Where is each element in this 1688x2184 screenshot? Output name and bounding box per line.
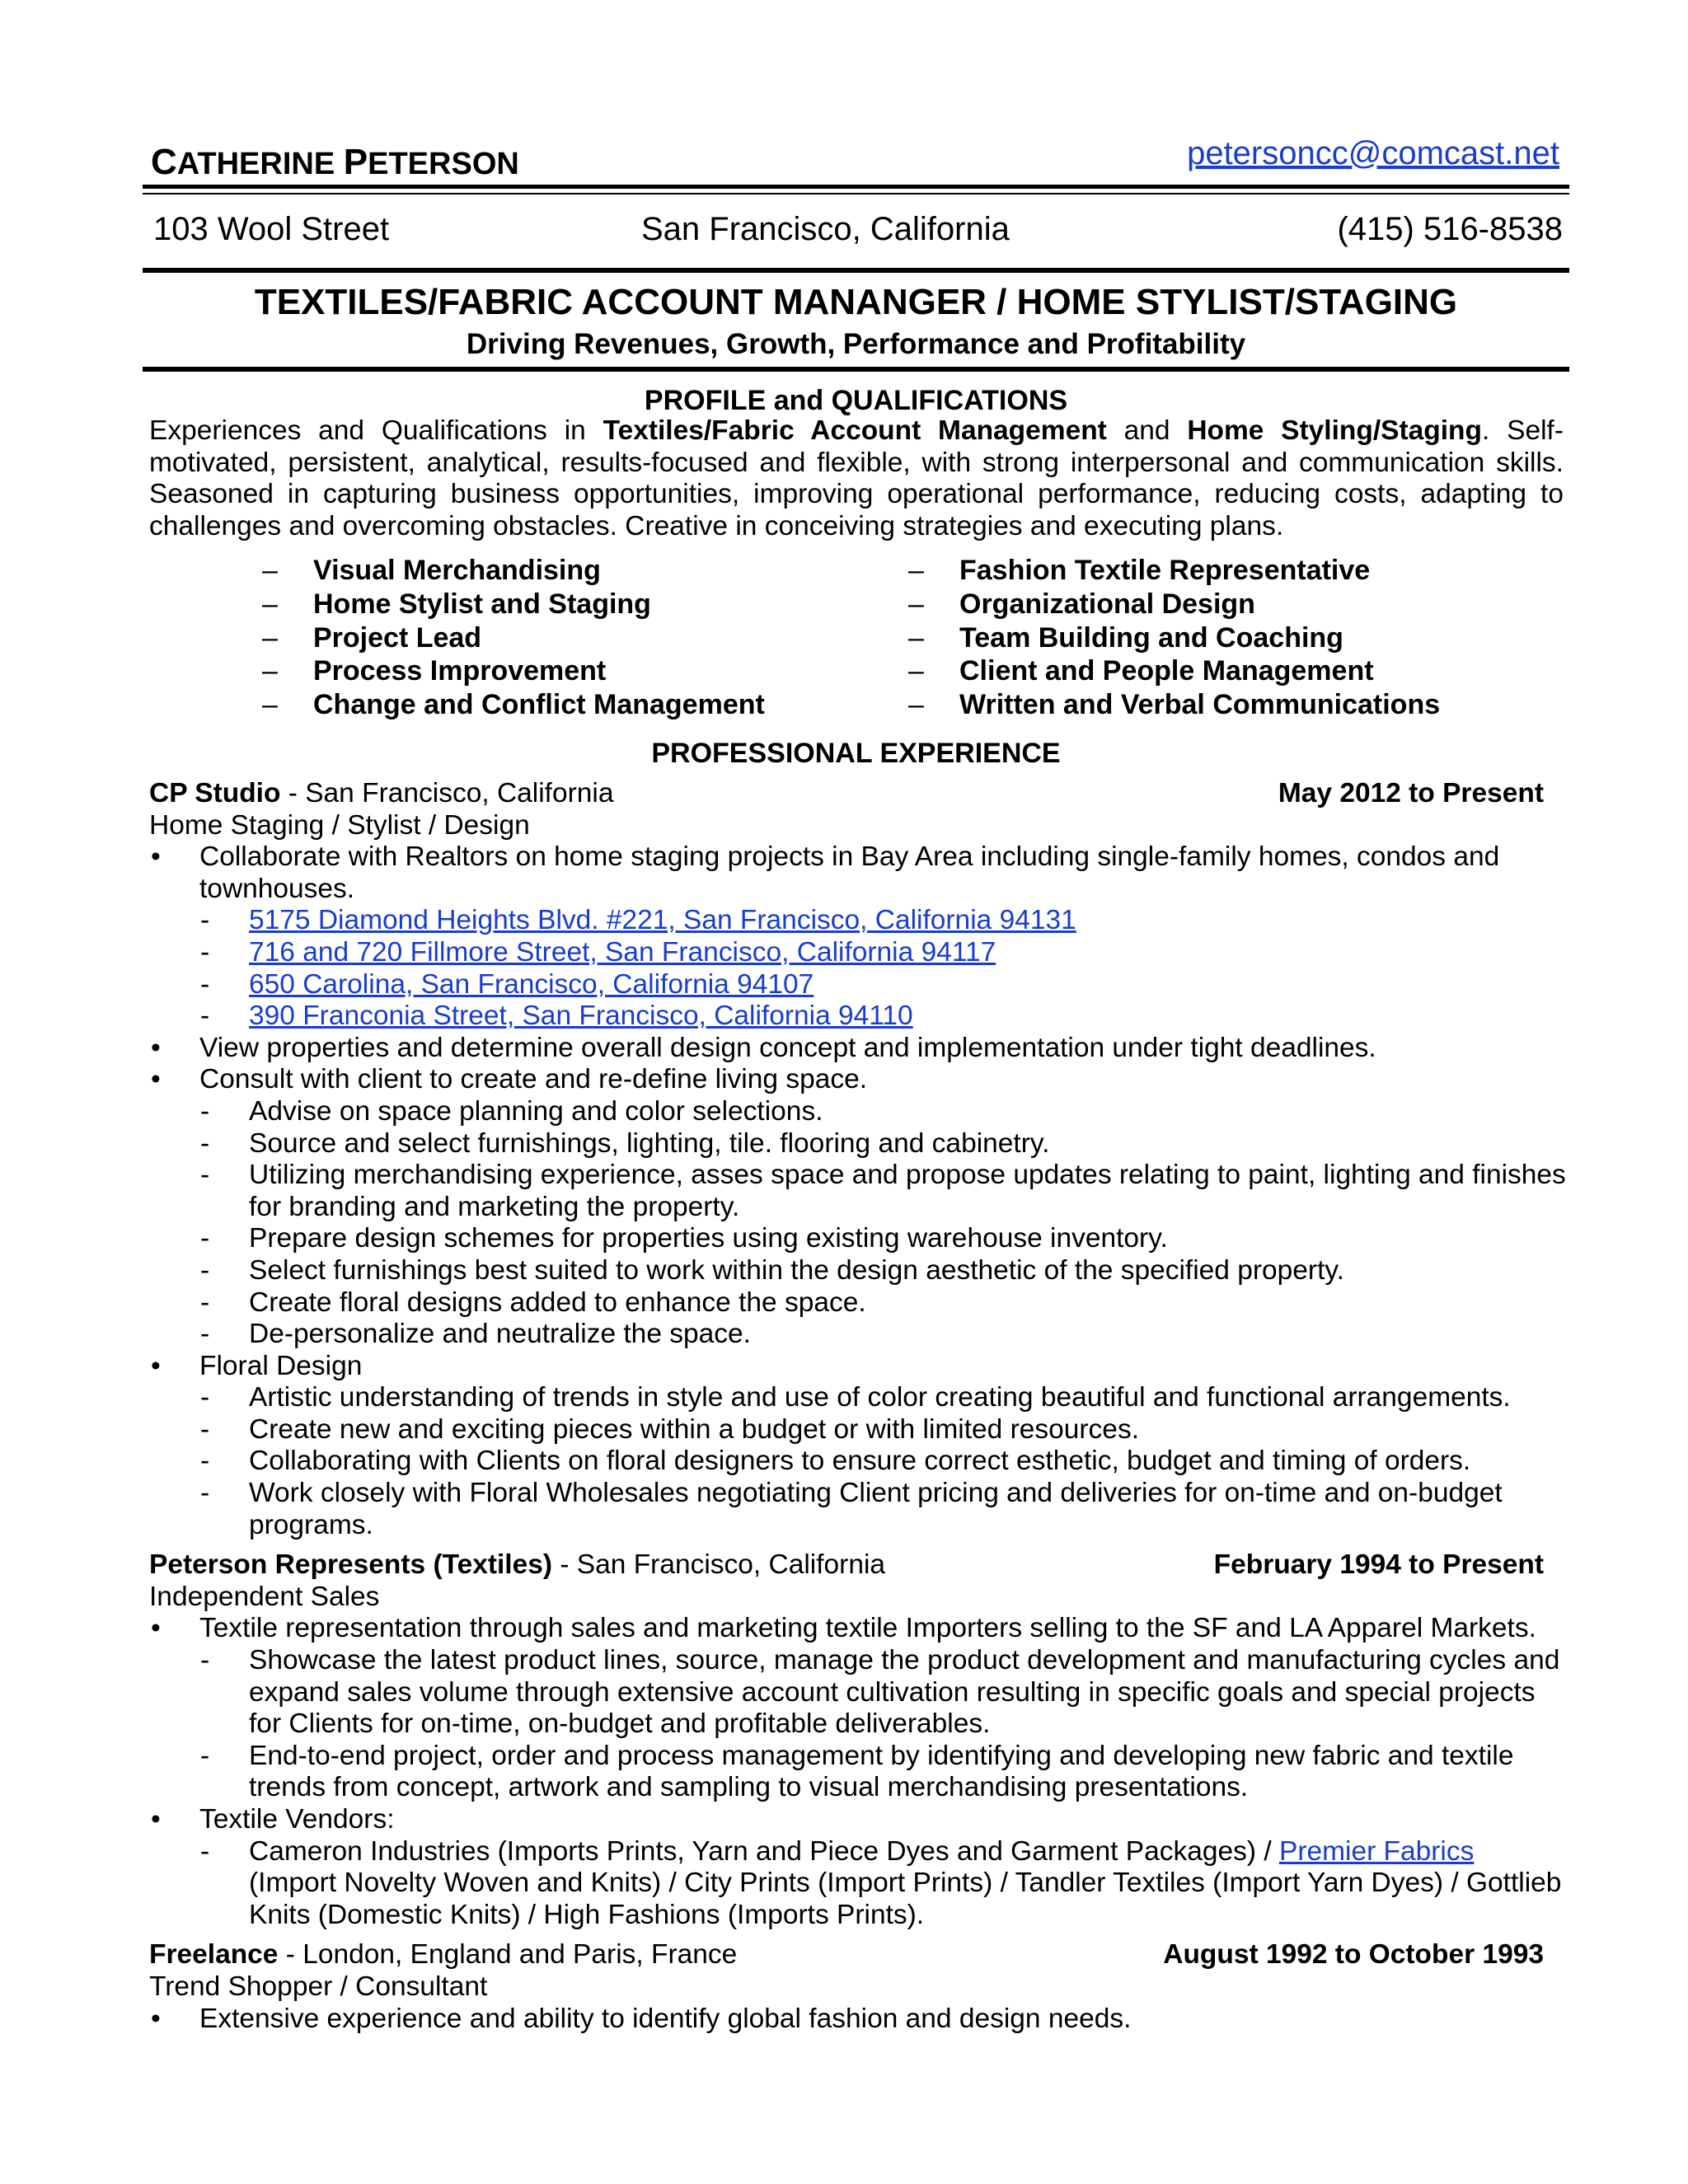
profile-summary: Experiences and Qualifications in Textiles/Fabric Account Management and Home Styling/Staging. Self-motivated, persistent, analytical, results-focused and flexible, with strong interpersonal and communication skills. Seasoned in capturing business opportunities, improving operational performance, reducing costs, adapting to challenges and overcoming obstacles. Creative in conceiving strategies and executing plans. [149,415,1564,541]
job-bullet: • Textile Vendors: [151,1804,395,1835]
job-sub-item: - Source and select furnishings, lighting, tile. flooring and cabinetry. [200,1127,1050,1159]
job-sub-item: - Work closely with Floral Wholesales negotiating Client pricing and deliveries for on-time and on-budget programs. [200,1478,1503,1540]
job-sub-item: - Advise on space planning and color selections. [200,1095,823,1127]
job-bullet: • Extensive experience and ability to identify global fashion and design needs. [151,2003,1132,2034]
skill-item: – Home Stylist and Staging [262,588,651,620]
job-sub-item: - Showcase the latest product lines, source, manage the product development and manufacturing cycles and expand sales volume through extensive account cultivation resulting in specific goals and special projects for Clients for on-time, on-budget and profitable deliverables. [200,1645,1560,1740]
property-link[interactable]: 650 Carolina, San Francisco, California 94107 [249,968,814,1000]
email-link[interactable]: petersoncc@comcast.net [1187,135,1559,171]
skill-item: – Team Building and Coaching [908,621,1343,654]
skill-item: – Change and Conflict Management [262,689,765,721]
property-link-item: - 5175 Diamond Heights Blvd. #221, San Francisco, California 94131 [200,905,1076,936]
phone-number: (415) 516-8538 [1337,211,1563,247]
job-bullet: • Consult with client to create and re-define living space. [151,1064,868,1095]
job-role: Independent Sales [149,1581,380,1612]
headline-title: TEXTILES/FABRIC ACCOUNT MANANGER / HOME STYLIST/STAGING [254,282,1458,322]
street-address: 103 Wool Street [153,211,390,247]
property-link[interactable]: 390 Franconia Street, San Francisco, California 94110 [249,1001,913,1032]
property-link-item: - 390 Franconia Street, San Francisco, California 94110 [200,1001,913,1032]
skill-item: – Fashion Textile Representative [908,555,1371,586]
job-header: Peterson Represents (Textiles) - San Francisco, California February 1994 to Present [149,1549,1544,1581]
job-header: CP Studio - San Francisco, California May 2012 to Present [149,778,1544,808]
job-role: Home Staging / Stylist / Design [149,809,530,841]
contact-rule [143,268,1569,273]
job-bullet: • Floral Design [151,1350,363,1381]
job-sub-item: - End-to-end project, order and process management by identifying and developing new fabric and textile trends from concept, artwork and sampling to visual merchandising presentations. [200,1740,1514,1803]
skill-item: – Process Improvement [262,655,607,687]
property-link-item: - 716 and 720 Fillmore Street, San Francisco, California 94117 [200,936,996,968]
vendor-list: - Cameron Industries (Imports Prints, Yarn and Piece Dyes and Garment Packages) / Premier Fabrics (Import Novelty Woven and Knits) / City Prints (Import Prints) / Tandler Textiles (Import Yarn Dyes) / Gottlieb Knits (Domestic Knits) / High Fashions (Imports Prints). [200,1835,1562,1930]
property-link[interactable]: 716 and 720 Fillmore Street, San Francisco, California 94117 [249,936,996,968]
job-bullet: • Textile representation through sales and marketing textile Importers selling to the SF and LA Apparel Markets. [151,1613,1536,1644]
header-rule-thick [143,185,1569,189]
skills-list-right [908,554,1440,722]
premier-fabrics-link[interactable]: Premier Fabrics [1278,1835,1475,1867]
experience-heading: PROFESSIONAL EXPERIENCE [651,738,1061,769]
job-bullet: • View properties and determine overall design concept and implementation under tight deadlines. [151,1032,1376,1063]
headline-rule [143,367,1569,372]
job-sub-item: - Select furnishings best suited to work within the design aesthetic of the specified property. [200,1254,1344,1286]
property-link-item: - 650 Carolina, San Francisco, California 94107 [200,968,814,1000]
job-role: Trend Shopper / Consultant [149,1971,488,2002]
job-sub-item: - Utilizing merchandising experience, asses space and propose updates relating to paint, lighting and finishes for branding and marketing the property. [200,1160,1566,1222]
job-header: Freelance - London, England and Paris, France August 1992 to October 1993 [149,1939,1544,1971]
header-rule-thin [143,193,1569,194]
skill-item: – Visual Merchandising [262,555,601,586]
job-sub-item: - Create floral designs added to enhance the space. [200,1286,866,1318]
job-sub-item: - Create new and exciting pieces within a budget or with limited resources. [200,1413,1139,1445]
property-link[interactable]: 5175 Diamond Heights Blvd. #221, San Francisco, California 94131 [249,905,1076,936]
job-sub-item: - Prepare design schemes for properties using existing warehouse inventory. [200,1223,1168,1254]
skill-item: – Client and People Management [908,655,1374,687]
job-sub-item: - Artistic understanding of trends in style and use of color creating beautiful and functional arrangements. [200,1382,1511,1413]
skill-item: – Written and Verbal Communications [908,689,1441,721]
profile-heading: PROFILE and QUALIFICATIONS [644,385,1068,416]
city-state: San Francisco, California [641,211,1010,247]
job-bullet: • Collaborate with Realtors on home staging projects in Bay Area including single-family homes, condos and townhouses. [151,841,1500,904]
candidate-name: CATHERINE PETERSON [151,142,519,182]
skill-item: – Organizational Design [908,588,1255,620]
skill-item: – Project Lead [262,621,482,654]
experience-body [149,778,1567,2035]
job-sub-item: - De-personalize and neutralize the space. [200,1319,751,1350]
headline-subtitle: Driving Revenues, Growth, Performance and Profitability [466,328,1246,360]
skills-list-left [262,554,765,722]
job-sub-item: - Collaborating with Clients on floral designers to ensure correct esthetic, budget and timing of orders. [200,1446,1471,1477]
